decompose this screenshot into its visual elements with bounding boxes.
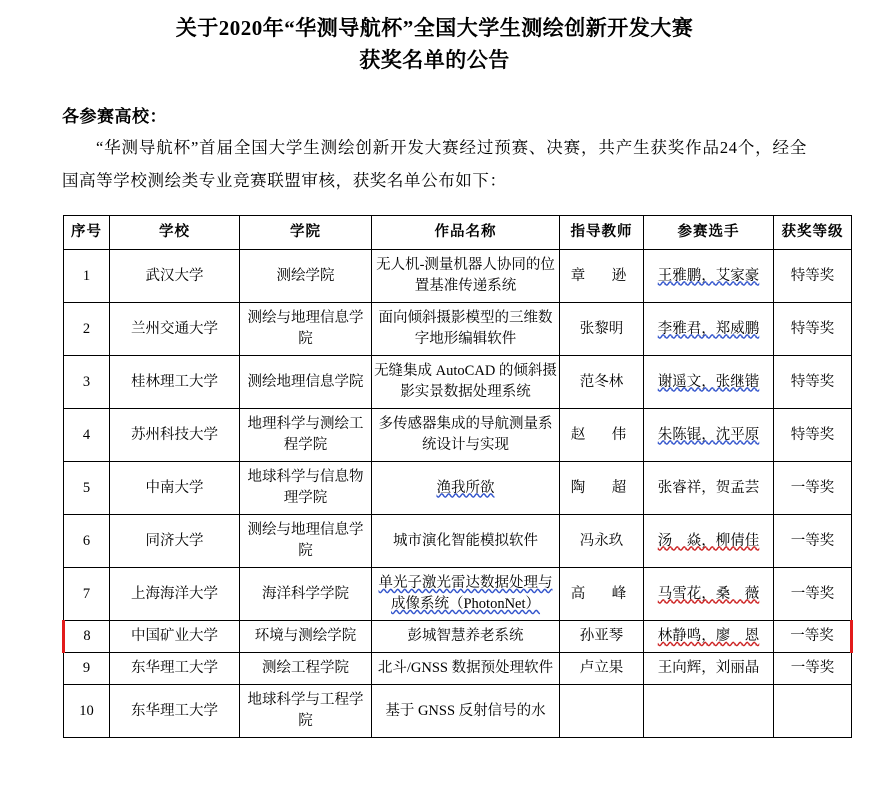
cell-work: 城市演化智能模拟软件	[372, 515, 560, 568]
table-row	[64, 250, 852, 303]
cell-school: 武汉大学	[110, 250, 240, 303]
cell-school: 兰州交通大学	[110, 303, 240, 356]
cell-level: 一等奖	[774, 568, 852, 621]
cell-level: 一等奖	[774, 621, 852, 653]
column-header-school: 学校	[110, 216, 240, 250]
page-title-line-2: 获奖名单的公告	[359, 48, 510, 72]
cell-no: 8	[64, 621, 110, 653]
cell-work: 无缝集成 AutoCAD 的倾斜摄影实景数据处理系统	[372, 356, 560, 409]
table-row	[64, 568, 852, 621]
column-header-no: 序号	[64, 216, 110, 250]
cell-players: 朱陈锟，沈平原	[644, 409, 774, 462]
cell-players: 汤 焱，柳倩佳	[644, 515, 774, 568]
column-header-level: 获奖等级	[774, 216, 852, 250]
cell-players: 谢遥文，张继锴	[644, 356, 774, 409]
table-row-highlighted	[64, 621, 852, 653]
cell-teacher: 章 逊	[560, 250, 644, 303]
cell-teacher	[560, 685, 644, 738]
cell-no: 5	[64, 462, 110, 515]
cell-school: 上海海洋大学	[110, 568, 240, 621]
cell-level: 特等奖	[774, 409, 852, 462]
cell-level	[774, 685, 852, 738]
cell-no: 4	[64, 409, 110, 462]
cell-work: 北斗/GNSS 数据预处理软件	[372, 653, 560, 685]
table-body	[64, 250, 852, 738]
column-header-college: 学院	[240, 216, 372, 250]
cell-level: 一等奖	[774, 653, 852, 685]
cell-work: 基于 GNSS 反射信号的水	[372, 685, 560, 738]
cell-players: 马雪花，桑 薇	[644, 568, 774, 621]
cell-level: 特等奖	[774, 356, 852, 409]
table-row	[64, 653, 852, 685]
cell-school: 苏州科技大学	[110, 409, 240, 462]
cell-teacher: 赵 伟	[560, 409, 644, 462]
cell-no: 1	[64, 250, 110, 303]
cell-school: 桂林理工大学	[110, 356, 240, 409]
cell-college: 测绘工程学院	[240, 653, 372, 685]
column-header-players: 参赛选手	[644, 216, 774, 250]
cell-players: 王雅鹏，艾家豪	[644, 250, 774, 303]
cell-school: 东华理工大学	[110, 685, 240, 738]
cell-teacher: 卢立果	[560, 653, 644, 685]
cell-players: 林静鸣，廖 恩	[644, 621, 774, 653]
cell-college: 地理科学与测绘工程学院	[240, 409, 372, 462]
cell-players: 王向辉，刘丽晶	[644, 653, 774, 685]
cell-level: 一等奖	[774, 515, 852, 568]
cell-players	[644, 685, 774, 738]
cell-level: 一等奖	[774, 462, 852, 515]
cell-work: 面向倾斜摄影模型的三维数字地形编辑软件	[372, 303, 560, 356]
column-header-work: 作品名称	[372, 216, 560, 250]
cell-players: 李雅君，郑威鹏	[644, 303, 774, 356]
cell-teacher: 高 峰	[560, 568, 644, 621]
cell-no: 10	[64, 685, 110, 738]
cell-college: 地球科学与工程学院	[240, 685, 372, 738]
cell-school: 中南大学	[110, 462, 240, 515]
cell-work: 渔我所欲	[372, 462, 560, 515]
cell-no: 7	[64, 568, 110, 621]
cell-teacher: 张黎明	[560, 303, 644, 356]
document-page	[0, 12, 869, 811]
cell-teacher: 孙亚琴	[560, 621, 644, 653]
cell-school: 同济大学	[110, 515, 240, 568]
cell-no: 6	[64, 515, 110, 568]
salutation: 各参赛高校：	[62, 107, 167, 126]
table-row	[64, 356, 852, 409]
cell-level: 特等奖	[774, 250, 852, 303]
table-row	[64, 303, 852, 356]
cell-work: 无人机-测量机器人协同的位置基准传递系统	[372, 250, 560, 303]
cell-college: 地球科学与信息物理学院	[240, 462, 372, 515]
table-header	[64, 216, 852, 250]
cell-school: 中国矿业大学	[110, 621, 240, 653]
table-row	[64, 462, 852, 515]
table-row	[64, 409, 852, 462]
cell-college: 测绘与地理信息学院	[240, 515, 372, 568]
cell-teacher: 范冬林	[560, 356, 644, 409]
cell-players: 张睿祥，贺孟芸	[644, 462, 774, 515]
cell-school: 东华理工大学	[110, 653, 240, 685]
cell-teacher: 冯永玖	[560, 515, 644, 568]
cell-work: 多传感器集成的导航测量系统设计与实现	[372, 409, 560, 462]
table-header-row	[64, 216, 852, 250]
page-title	[62, 12, 807, 76]
cell-no: 3	[64, 356, 110, 409]
cell-college: 海洋科学学院	[240, 568, 372, 621]
cell-college: 环境与测绘学院	[240, 621, 372, 653]
page-title-line-1: 关于2020年“华测导航杯”全国大学生测绘创新开发大赛	[175, 16, 694, 40]
table-row	[64, 685, 852, 738]
cell-work: 彭城智慧养老系统	[372, 621, 560, 653]
cell-no: 2	[64, 303, 110, 356]
award-list-table	[62, 215, 853, 738]
paragraph-text: “华测导航杯”首届全国大学生测绘创新开发大赛经过预赛、决赛，共产生获奖作品24个，经全国高等学校测绘类专业竞赛联盟审核，获奖名单公布如下：	[62, 138, 807, 190]
cell-level: 特等奖	[774, 303, 852, 356]
column-header-teacher: 指导教师	[560, 216, 644, 250]
table-row	[64, 515, 852, 568]
cell-college: 测绘学院	[240, 250, 372, 303]
cell-college: 测绘地理信息学院	[240, 356, 372, 409]
cell-college: 测绘与地理信息学院	[240, 303, 372, 356]
cell-teacher: 陶 超	[560, 462, 644, 515]
cell-work: 单光子激光雷达数据处理与成像系统（PhotonNet）	[372, 568, 560, 621]
intro-paragraph	[62, 131, 807, 197]
cell-no: 9	[64, 653, 110, 685]
